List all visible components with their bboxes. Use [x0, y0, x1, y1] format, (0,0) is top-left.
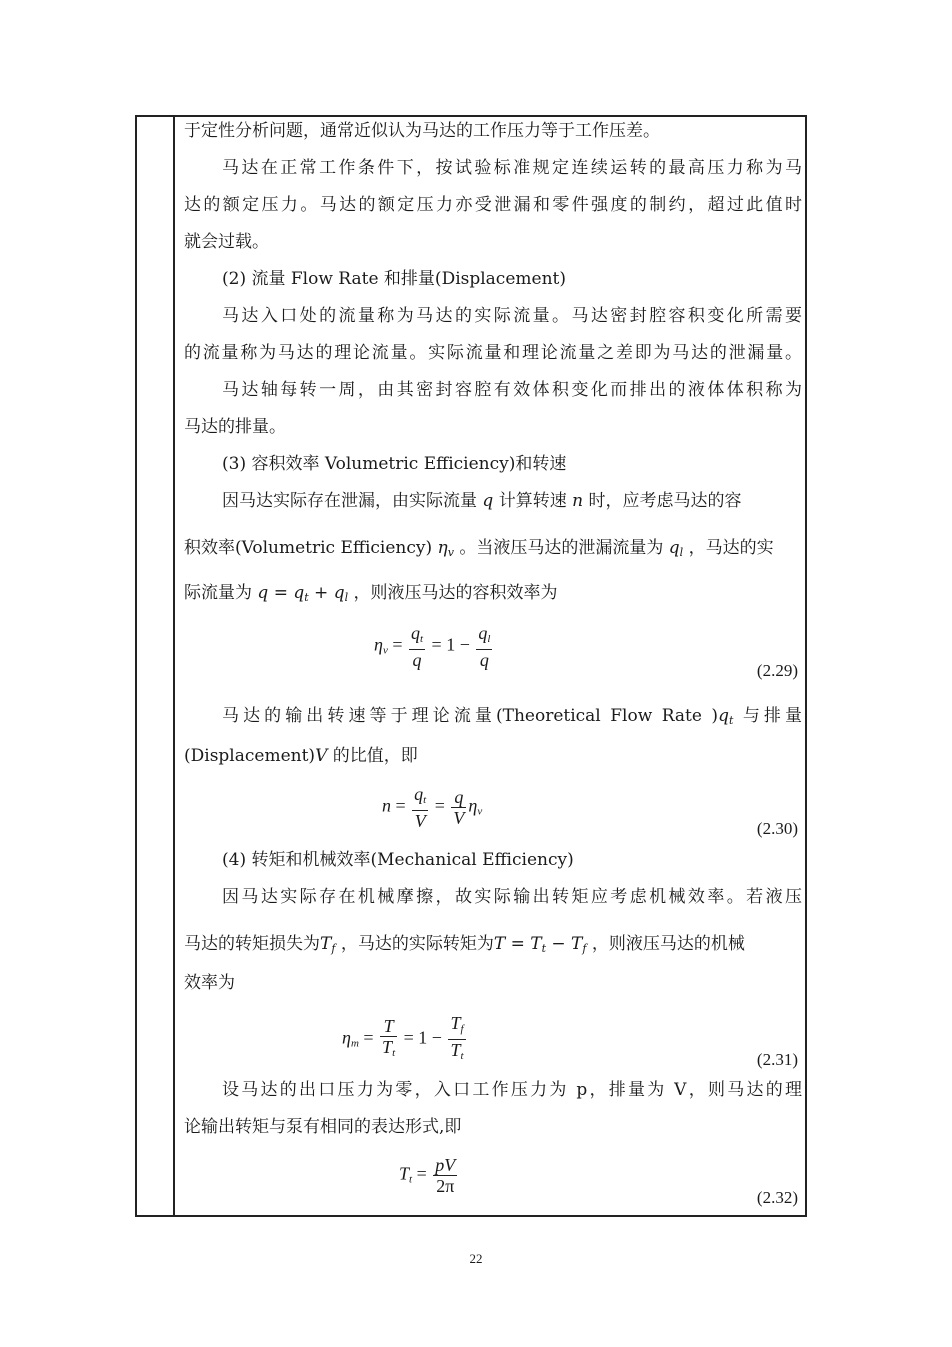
text-span: 马达的输出转速等于理论流量(Theoretical Flow Rate )	[222, 706, 719, 726]
subscript: v	[447, 546, 454, 559]
numerator: T	[380, 1016, 397, 1037]
page-number: 22	[469, 1251, 483, 1266]
paragraph-line: 达的额定压力。马达的额定压力亦受泄漏和零件强度的制约，超过此值时	[184, 195, 802, 215]
paragraph-line: 因马达实际存在机械摩擦，故实际输出转矩应考虑机械效率。若液压	[222, 887, 802, 907]
symbol: − T	[545, 934, 583, 954]
text-span: 计算转速	[498, 491, 567, 511]
eq-symbol: T	[450, 1013, 461, 1033]
fraction	[380, 1016, 397, 1063]
paragraph-line: 于定性分析问题，通常近似认为马达的工作压力等于工作压差。	[184, 121, 660, 141]
symbol: T	[320, 934, 332, 954]
paragraph-line: 马达的排量。	[184, 417, 286, 437]
numerator: pV	[435, 1155, 456, 1175]
fraction	[448, 1013, 465, 1066]
text-span: 时，应考虑马达的容	[588, 491, 742, 511]
symbol: T = T	[493, 934, 542, 954]
symbol: η	[437, 538, 448, 558]
equation-number: (2.31)	[756, 1050, 798, 1069]
paragraph-line: 马达入口处的流量称为马达的实际流量。马达密封腔容积变化所需要	[222, 306, 802, 326]
paragraph-line	[184, 583, 558, 608]
eq-operator: = 1 −	[431, 634, 470, 655]
symbol: + q	[308, 583, 345, 603]
eq-symbol: η	[342, 1027, 351, 1048]
paragraph-line: 的流量称为马达的理论流量。实际流量和理论流量之差即为马达的泄漏量。	[184, 343, 802, 363]
text-span: 马达的转矩损失为	[184, 934, 320, 954]
section-heading: (2) 流量 Flow Rate 和排量(Displacement)	[222, 269, 566, 289]
equation-number: (2.32)	[756, 1188, 798, 1207]
paragraph-line: 设马达的出口压力为零，入口工作压力为 p，排量为 V，则马达的理	[222, 1080, 802, 1100]
text-span: 的比值，即	[332, 746, 418, 766]
text-span: ，则液压马达的容积效率为	[353, 583, 558, 603]
subscript: t	[423, 794, 427, 806]
section-heading: (3) 容积效率 Volumetric Efficiency)和转速	[222, 454, 567, 474]
denominator: q	[479, 650, 489, 670]
fraction	[451, 787, 466, 828]
eq-symbol: q	[414, 784, 424, 804]
paragraph-line: 论输出转矩与泵有相同的表达形式,即	[184, 1117, 462, 1137]
equation-2-31	[342, 1013, 468, 1066]
fraction	[433, 1155, 457, 1196]
numerator	[448, 1013, 465, 1040]
paragraph-line: 马达在正常工作条件下，按试验标准规定连续运转的最高压力称为马	[222, 158, 802, 178]
eq-operator: =	[392, 634, 403, 655]
eq-symbol: η	[374, 634, 383, 655]
text-span: ，马达的实	[688, 538, 774, 558]
numerator	[476, 623, 492, 650]
eq-symbol: T	[450, 1040, 461, 1060]
symbol: V	[315, 746, 328, 766]
eq-symbol: q	[478, 623, 488, 643]
subscript: v	[382, 644, 388, 657]
text-span: 与排量	[742, 706, 803, 726]
symbol: q	[718, 706, 729, 726]
denominator: q	[412, 650, 422, 670]
eq-operator: =	[395, 795, 406, 816]
symbol: n	[572, 491, 584, 511]
subscript: l	[487, 633, 491, 645]
subscript: t	[419, 633, 424, 645]
paragraph-line	[184, 746, 418, 766]
denominator: V	[414, 811, 426, 831]
paragraph-line	[222, 491, 741, 511]
subscript: l	[679, 546, 684, 559]
subscript: t	[392, 1047, 396, 1059]
fraction	[476, 623, 492, 670]
text-span: 际流量为	[184, 583, 252, 603]
subscript: t	[728, 714, 734, 727]
numerator	[412, 784, 428, 811]
subscript: t	[409, 1173, 413, 1186]
text-span: ，马达的实际转矩为	[340, 934, 494, 954]
equation-2-32	[399, 1155, 459, 1196]
paragraph-line	[184, 934, 745, 959]
section-heading: (4) 转矩和机械效率(Mechanical Efficiency)	[222, 850, 574, 870]
eq-symbol: T	[399, 1163, 410, 1184]
subscript: t	[460, 1050, 464, 1062]
paragraph-line: 效率为	[184, 973, 235, 993]
denominator: V	[453, 808, 465, 828]
eq-operator: =	[416, 1163, 427, 1184]
equation-number: (2.30)	[756, 819, 798, 838]
eq-operator: = 1 −	[403, 1027, 442, 1048]
text-span: 。当液压马达的泄漏流量为	[459, 538, 664, 558]
paragraph-line	[184, 538, 774, 563]
text-span: 因马达实际存在泄漏，由实际流量	[222, 491, 477, 511]
paragraph-line: 就会过载。	[184, 232, 269, 252]
subscript: f	[331, 942, 336, 955]
subscript: l	[344, 591, 349, 604]
subscript: m	[350, 1037, 359, 1050]
equation-number: (2.29)	[756, 661, 798, 680]
text-span: 积效率(Volumetric Efficiency)	[184, 538, 433, 558]
eq-operator: =	[434, 795, 445, 816]
subscript: t	[541, 942, 546, 955]
denominator	[448, 1040, 465, 1066]
symbol: q = q	[257, 583, 305, 603]
text-frame	[135, 115, 807, 1217]
eq-symbol: η	[468, 795, 478, 816]
symbol: q	[668, 538, 680, 558]
text-span: ，则液压马达的机械	[591, 934, 745, 954]
subscript: f	[460, 1023, 464, 1035]
eq-symbol: q	[410, 623, 420, 643]
numerator	[409, 623, 425, 650]
denominator	[380, 1037, 397, 1063]
left-margin-column	[137, 117, 175, 1215]
equation-2-29	[374, 623, 494, 670]
equation-2-30	[382, 784, 482, 831]
eq-symbol: T	[382, 1037, 393, 1057]
subscript: v	[477, 805, 483, 818]
numerator: q	[451, 787, 466, 808]
eq-operator: =	[363, 1027, 374, 1048]
text-span: (Displacement)	[184, 746, 316, 766]
symbol: q	[482, 491, 494, 511]
fraction	[412, 784, 428, 831]
paragraph-line	[222, 706, 802, 731]
paragraph-line: 马达轴每转一周，由其密封容腔有效体积变化而排出的液体体积称为	[222, 380, 802, 400]
eq-symbol: n	[382, 795, 391, 816]
denominator: 2π	[436, 1176, 455, 1196]
subscript: f	[582, 942, 587, 955]
subscript: t	[304, 591, 309, 604]
fraction	[409, 623, 425, 670]
